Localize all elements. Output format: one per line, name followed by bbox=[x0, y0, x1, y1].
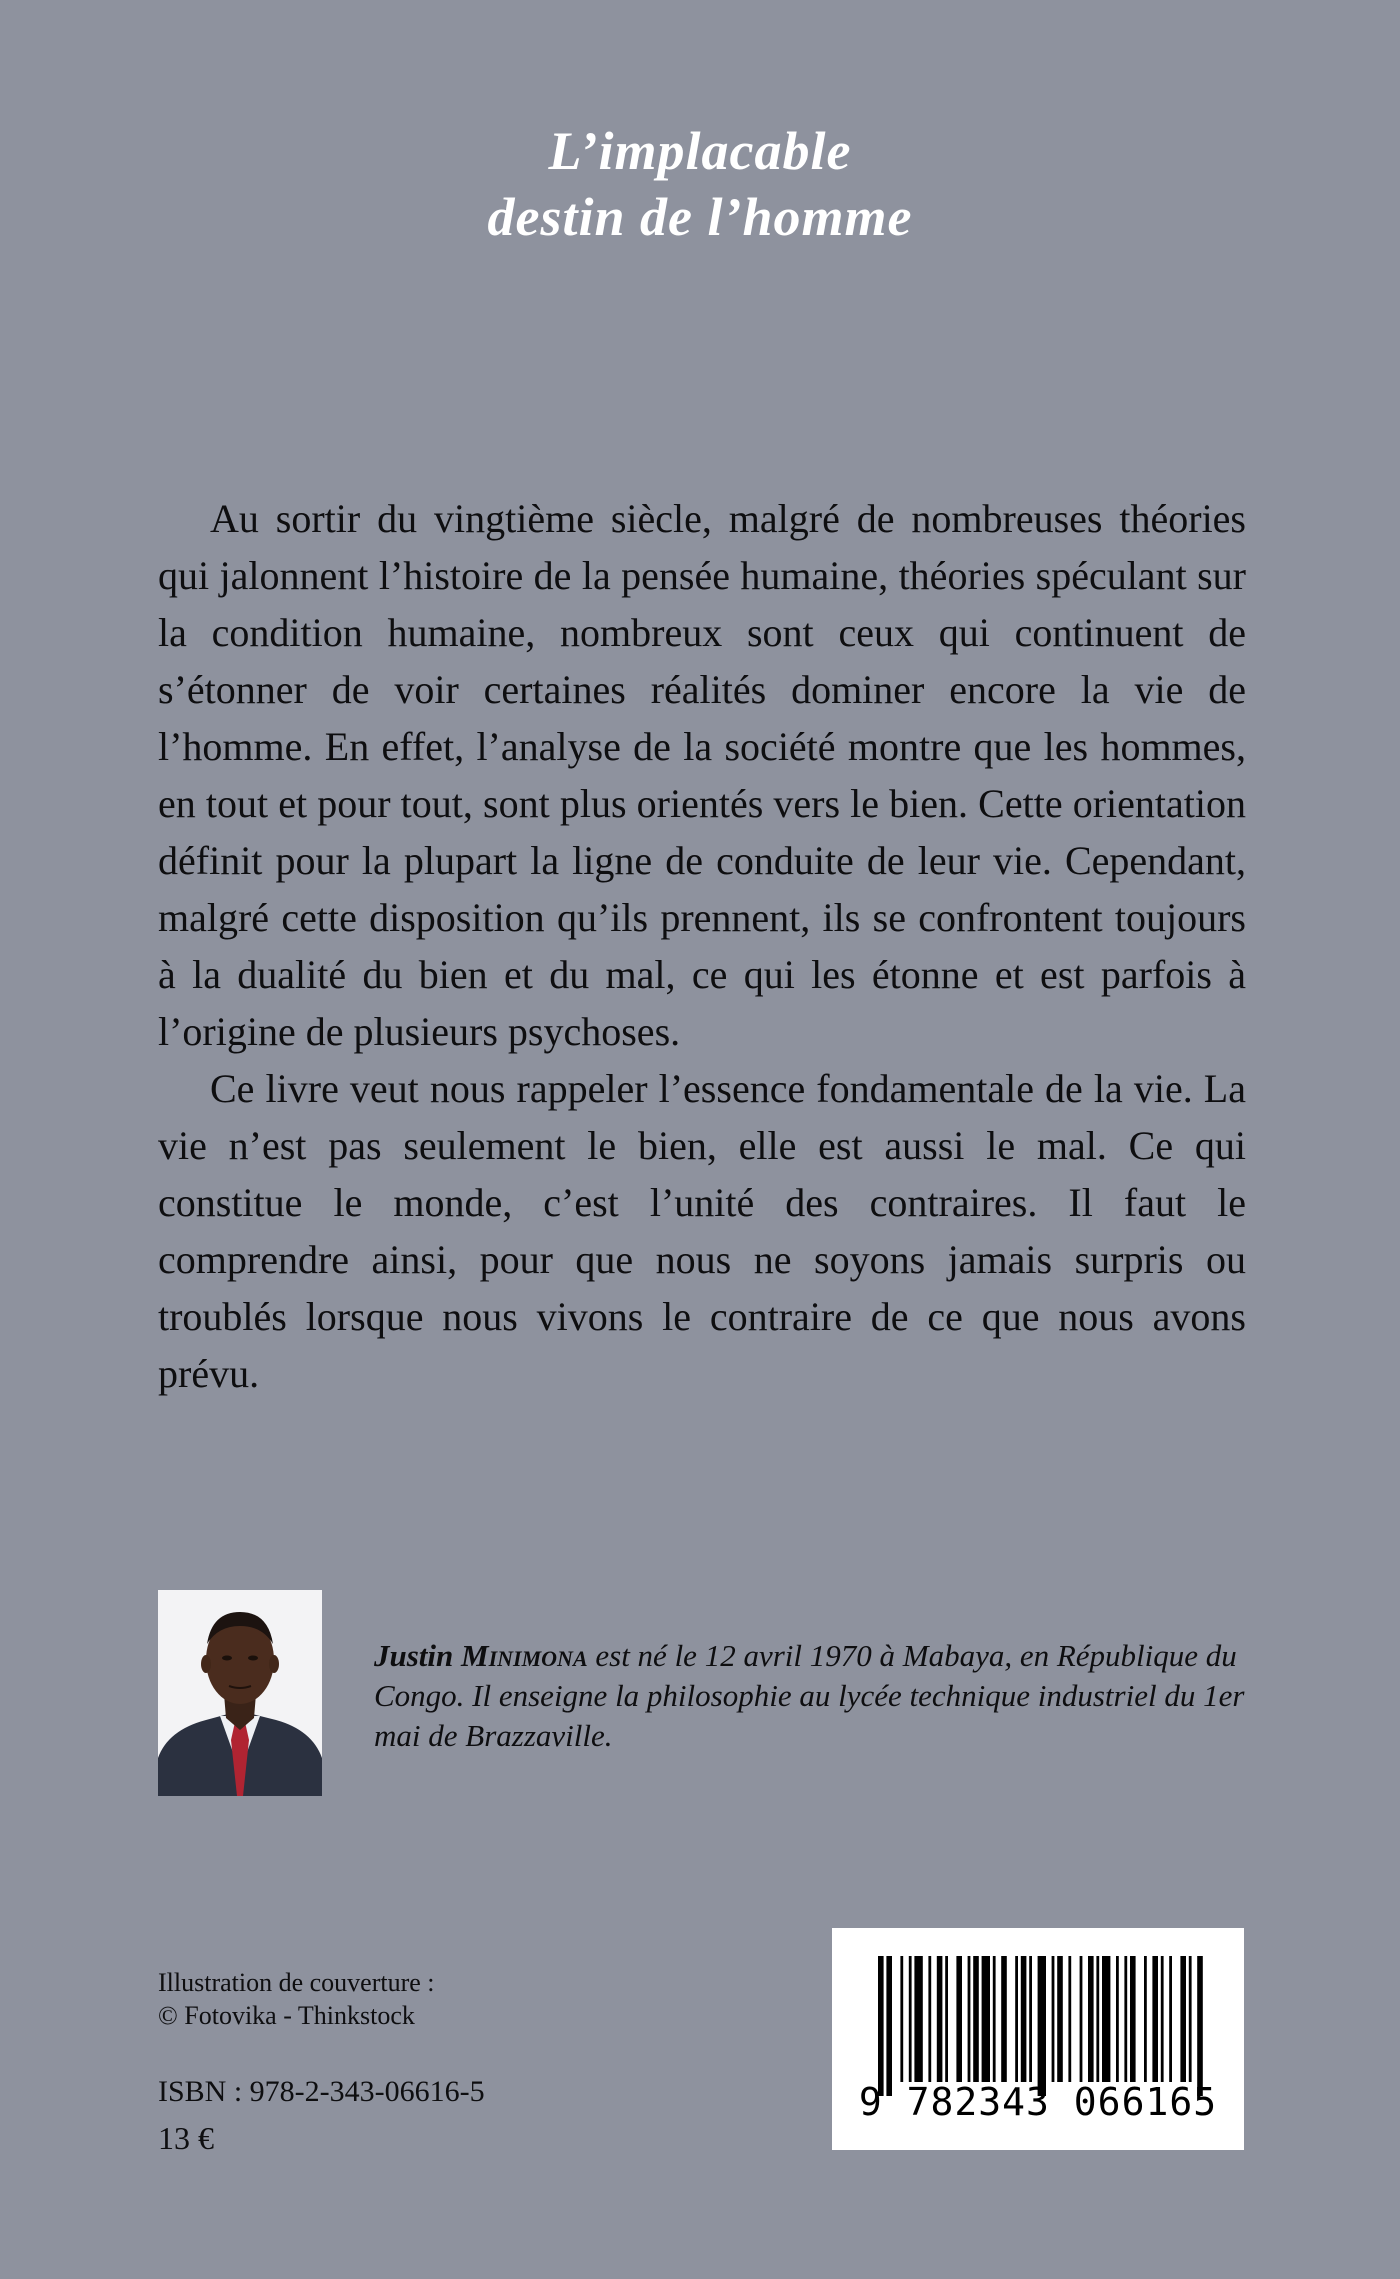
barcode-bar bbox=[1021, 1956, 1027, 2082]
barcode-bar bbox=[1080, 1956, 1083, 2082]
barcode-bar bbox=[1068, 1956, 1071, 2082]
barcode-bar bbox=[1161, 1956, 1164, 2082]
book-title-line-2: destin de l’homme bbox=[487, 187, 913, 247]
barcode-bar bbox=[1180, 1956, 1186, 2082]
barcode-bar bbox=[1169, 1956, 1172, 2082]
barcode-bar bbox=[956, 1956, 962, 2082]
book-title-line-1: L’implacable bbox=[548, 121, 852, 181]
barcode-bar bbox=[1189, 1956, 1192, 2082]
barcode-bar bbox=[1038, 1956, 1046, 2096]
barcode-bar bbox=[1001, 1956, 1007, 2082]
barcode-bar bbox=[1152, 1956, 1158, 2082]
book-price: 13 € bbox=[158, 2120, 214, 2156]
barcode-bar bbox=[1096, 1956, 1099, 2082]
barcode-bar bbox=[945, 1956, 948, 2082]
isbn-barcode bbox=[832, 1928, 1244, 2150]
barcode-bar bbox=[914, 1956, 922, 2082]
author-bio-text: est né le 12 avril 1970 à Mabaya, en République du Congo. Il enseigne la philosophie au lycée technique industriel du 1er mai de Brazzaville. bbox=[374, 1638, 1245, 1753]
barcode-bar bbox=[1088, 1956, 1094, 2082]
barcode-bar bbox=[982, 1956, 990, 2082]
credit-line-2: © Fotovika - Thinkstock bbox=[158, 2001, 415, 2030]
barcode-bar bbox=[937, 1956, 943, 2082]
barcode-bar bbox=[1029, 1956, 1032, 2082]
barcode-bar bbox=[886, 1956, 892, 2096]
barcode-bar bbox=[900, 1956, 903, 2082]
author-first-name: Justin bbox=[374, 1638, 454, 1673]
barcode-bar bbox=[1144, 1956, 1147, 2082]
cover-illustration-credit bbox=[158, 1966, 435, 2032]
blurb-paragraph-1: Au sortir du vingtième siècle, malgré de nombreuses théories qui jalonnent l’histoire de la pensée humaine, théories spéculant sur la condition humaine, nombreux sont ceux qui continuent de s’étonner de voir certaines réalités dominer encore la vie de l’homme. En effet, l’analyse de la société montre que les hommes, en tout et pour tout, sont plus orientés vers le bien. Cette orientation définit pour la plupart la ligne de conduite de leur vie. Cependant, malgré cette disposition qu’ils prennent, ils se confrontent toujours à la dualité du bien et du mal, ce qui les étonne et est parfois à l’origine de plusieurs psychoses. bbox=[158, 496, 1246, 1054]
barcode-bar bbox=[909, 1956, 912, 2082]
barcode-bar bbox=[968, 1956, 971, 2082]
credit-line-1: Illustration de couverture : bbox=[158, 1968, 435, 1997]
blurb-paragraph-2: Ce livre veut nous rappeler l’essence fondamentale de la vie. La vie n’est pas seulement le bien, elle est aussi le mal. Ce qui constitue le monde, c’est l’unité des contraires. Il faut le comprendre ainsi, pour que nous ne soyons jamais surpris ou troublés lorsque nous vivons le contraire de ce que nous avons prévu. bbox=[158, 1066, 1246, 1396]
barcode-bar bbox=[1052, 1956, 1055, 2082]
barcode-digits: 9 782343 066165 bbox=[858, 2080, 1218, 2124]
barcode-bar bbox=[1116, 1956, 1119, 2082]
author-photo bbox=[158, 1590, 322, 1796]
back-cover-blurb bbox=[158, 490, 1246, 1402]
barcode-bar bbox=[1130, 1956, 1136, 2082]
isbn-number: ISBN : 978-2-343-06616-5 bbox=[158, 2075, 485, 2108]
author-bio bbox=[374, 1636, 1248, 1756]
barcode-bar bbox=[1197, 1956, 1203, 2096]
barcode-bar bbox=[1015, 1956, 1018, 2082]
barcode-bar bbox=[1124, 1956, 1127, 2082]
barcode-bar bbox=[973, 1956, 979, 2082]
barcode-bar bbox=[928, 1956, 931, 2082]
author-last-name: Minimona bbox=[461, 1638, 588, 1673]
barcode-bar bbox=[878, 1956, 884, 2096]
barcode-bar bbox=[993, 1956, 996, 2082]
barcode-bar bbox=[1102, 1956, 1110, 2082]
book-title bbox=[0, 118, 1400, 250]
barcode-bar bbox=[1057, 1956, 1063, 2082]
